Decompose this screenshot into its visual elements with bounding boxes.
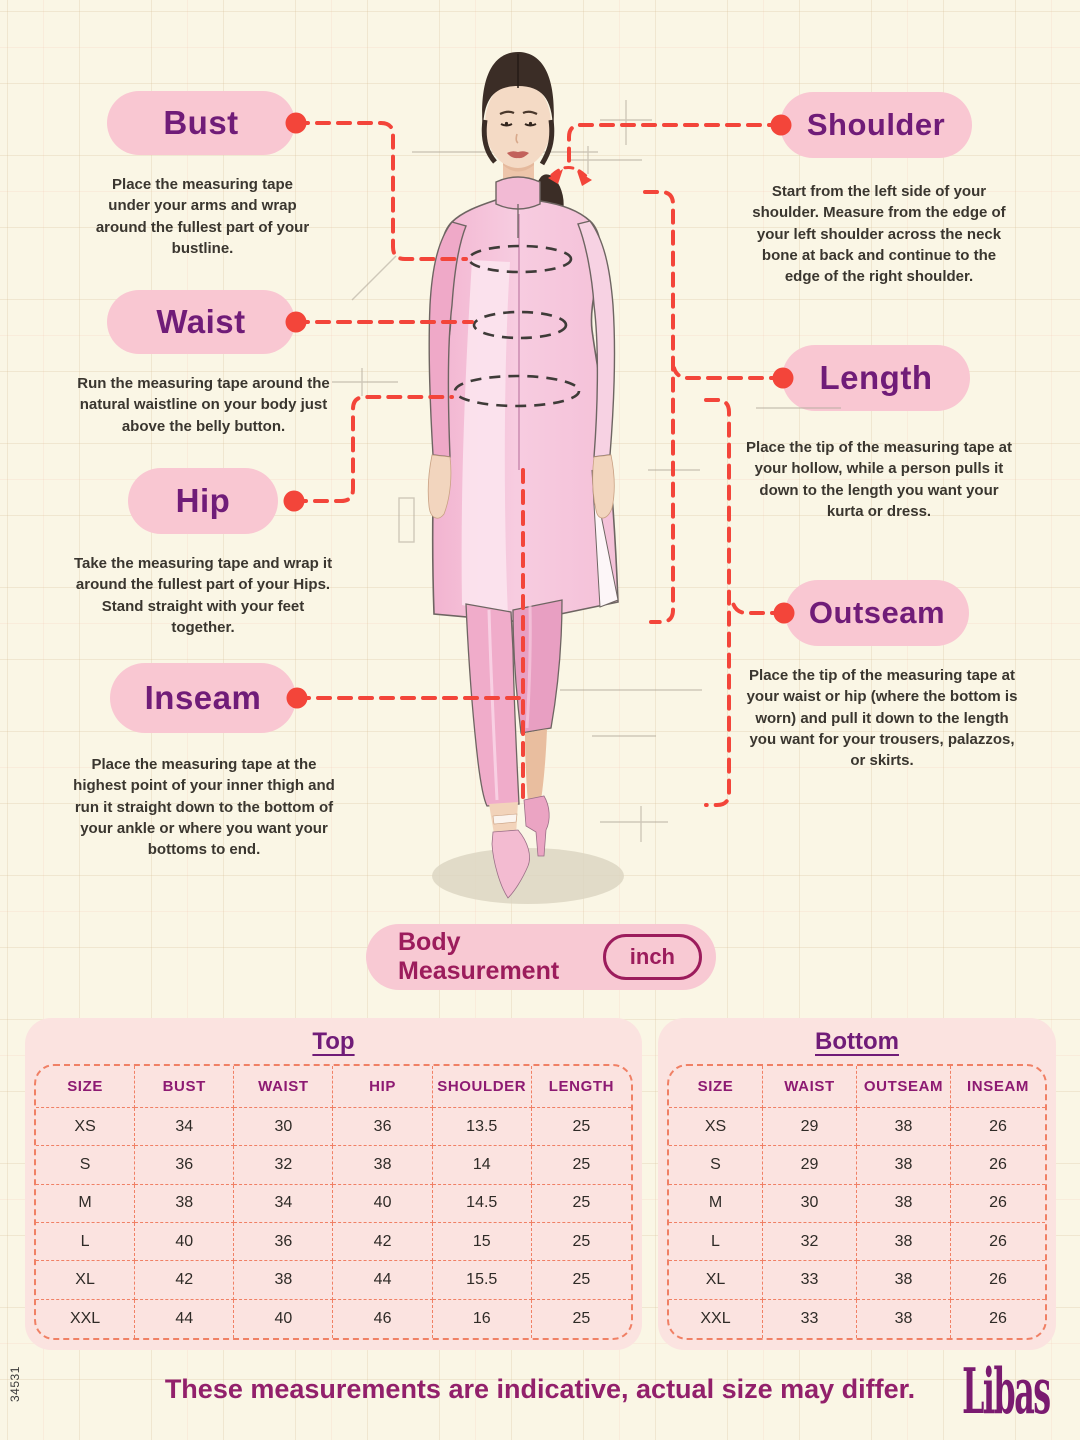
top-size-table — [34, 1064, 633, 1340]
size-cell: 25 — [572, 1309, 591, 1327]
size-cell: 14 — [433, 1146, 532, 1184]
bust-label-pill — [107, 91, 295, 155]
size-cell: XL — [36, 1261, 135, 1299]
column-header: SHOULDER — [433, 1066, 532, 1108]
shoulder-description: Start from the left side of your shoulder. Measure from the edge of your left shoulder across the neck bone at back and continue to the edge of the right shoulder. — [752, 183, 1006, 286]
size-cell: XXL — [36, 1300, 135, 1338]
waist-description: Run the measuring tape around the natural waistline on your body just above the belly button. — [77, 375, 330, 435]
column-header: WAIST — [763, 1066, 857, 1108]
size-cell: 42 — [333, 1223, 432, 1261]
size-cell: 38 — [135, 1185, 234, 1223]
size-cell: 25 — [532, 1261, 631, 1299]
inseam-description: Place the measuring tape at the highest point of your inner thigh and run it straight down to the bottom of your ankle or where you want your bottoms to end. — [73, 756, 335, 859]
size-cell: S — [36, 1146, 135, 1184]
size-cell: 38 — [857, 1185, 951, 1223]
size-cell: 25 — [532, 1185, 631, 1223]
size-cell: 38 — [333, 1146, 432, 1184]
column-header: INSEAM — [951, 1066, 1045, 1108]
length-label-pill — [782, 345, 970, 411]
waist-label-pill — [107, 290, 295, 354]
inseam-label: Inseam — [144, 679, 262, 716]
size-cell: 36 — [333, 1108, 432, 1146]
size-cell: 32 — [234, 1146, 333, 1184]
size-cell: 42 — [135, 1261, 234, 1299]
shoulder-label: Shoulder — [806, 107, 946, 142]
column-header: BUST — [135, 1066, 234, 1108]
size-cell: 26 — [951, 1108, 1045, 1146]
size-cell: 13.5 — [433, 1108, 532, 1146]
column-header: OUTSEAM — [857, 1066, 951, 1108]
length-description: Place the tip of the measuring tape at your hollow, while a person pulls it down to the length you want your kurta or dress. — [746, 439, 1012, 520]
bottom-size-table-card — [658, 1018, 1056, 1350]
size-cell: 33 — [763, 1261, 857, 1299]
size-cell: 40 — [135, 1223, 234, 1261]
hip-label-pill — [128, 468, 278, 534]
column-header: LENGTH — [532, 1066, 631, 1108]
size-cell: M — [36, 1185, 135, 1223]
bust-description: Place the measuring tape under your arms and wrap around the fullest part of your bustline. — [95, 176, 310, 257]
size-cell: 36 — [135, 1146, 234, 1184]
size-cell: 26 — [951, 1185, 1045, 1223]
size-cell: 26 — [951, 1261, 1045, 1299]
outseam-label: Outseam — [808, 595, 946, 630]
size-cell: 15 — [433, 1223, 532, 1261]
size-cell: 29 — [763, 1146, 857, 1184]
size-cell: 26 — [951, 1146, 1045, 1184]
size-cell: 46 — [333, 1300, 432, 1338]
size-cell: 16 — [433, 1300, 532, 1338]
size-cell: 29 — [763, 1108, 857, 1146]
size-cell: 38 — [857, 1300, 951, 1338]
size-cell: M — [669, 1185, 763, 1223]
size-cell: 38 — [857, 1223, 951, 1261]
hip-description: Take the measuring tape and wrap it around the fullest part of your Hips. Stand straight with your feet together. — [73, 555, 333, 636]
size-cell: 38 — [857, 1108, 951, 1146]
size-cell: 25 — [532, 1223, 631, 1261]
size-cell: 32 — [763, 1223, 857, 1261]
size-cell: 25 — [532, 1146, 631, 1184]
column-header: HIP — [333, 1066, 432, 1108]
size-cell: 38 — [857, 1146, 951, 1184]
size-cell: L — [36, 1223, 135, 1261]
size-cell: 44 — [333, 1261, 432, 1299]
size-cell: 34 — [135, 1108, 234, 1146]
top-table-title: Top — [312, 1028, 355, 1055]
bottom-size-table — [667, 1064, 1047, 1340]
size-cell: 40 — [333, 1185, 432, 1223]
size-cell: 30 — [234, 1108, 333, 1146]
size-cell: 26 — [989, 1309, 1007, 1327]
size-cell: XL — [669, 1261, 763, 1299]
body-measurement-label: Body Measurement — [398, 928, 560, 985]
size-cell: 38 — [857, 1261, 951, 1299]
size-cell: 15.5 — [433, 1261, 532, 1299]
inseam-label-pill — [110, 663, 296, 733]
size-cell: 36 — [234, 1223, 333, 1261]
serial-number: 34531 — [8, 1366, 22, 1402]
column-header: SIZE — [36, 1066, 135, 1108]
brand-logo: Libas — [962, 1356, 1050, 1429]
size-cell: 38 — [234, 1261, 333, 1299]
size-cell: 25 — [532, 1108, 631, 1146]
body-measurement-header — [366, 924, 716, 990]
size-cell: 44 — [135, 1300, 234, 1338]
size-cell: 34 — [234, 1185, 333, 1223]
outseam-description: Place the tip of the measuring tape at your waist or hip (where the bottom is worn) and pull it down to the length you want for your trousers, palazzos, or skirts. — [746, 667, 1018, 770]
unit-badge: inch — [603, 934, 702, 980]
size-cell: 30 — [763, 1185, 857, 1223]
length-label: Length — [819, 359, 933, 396]
waist-label: Waist — [156, 303, 246, 340]
column-header: SIZE — [669, 1066, 763, 1108]
bottom-table-title: Bottom — [815, 1028, 899, 1055]
column-header: WAIST — [234, 1066, 333, 1108]
size-cell: 33 — [763, 1300, 857, 1338]
size-cell: XS — [669, 1108, 763, 1146]
size-cell: 14.5 — [433, 1185, 532, 1223]
size-cell: 40 — [234, 1300, 333, 1338]
size-cell: XS — [36, 1108, 135, 1146]
size-cell: 26 — [951, 1223, 1045, 1261]
shoulder-label-pill — [780, 92, 972, 158]
outseam-label-pill — [785, 580, 969, 646]
bust-label: Bust — [163, 104, 239, 141]
size-cell: XXL — [669, 1300, 763, 1338]
disclaimer-note: These measurements are indicative, actual size may differ. — [164, 1374, 916, 1404]
top-size-table-card — [25, 1018, 642, 1350]
size-cell: L — [669, 1223, 763, 1261]
size-cell: S — [669, 1146, 763, 1184]
hip-label: Hip — [175, 482, 231, 519]
